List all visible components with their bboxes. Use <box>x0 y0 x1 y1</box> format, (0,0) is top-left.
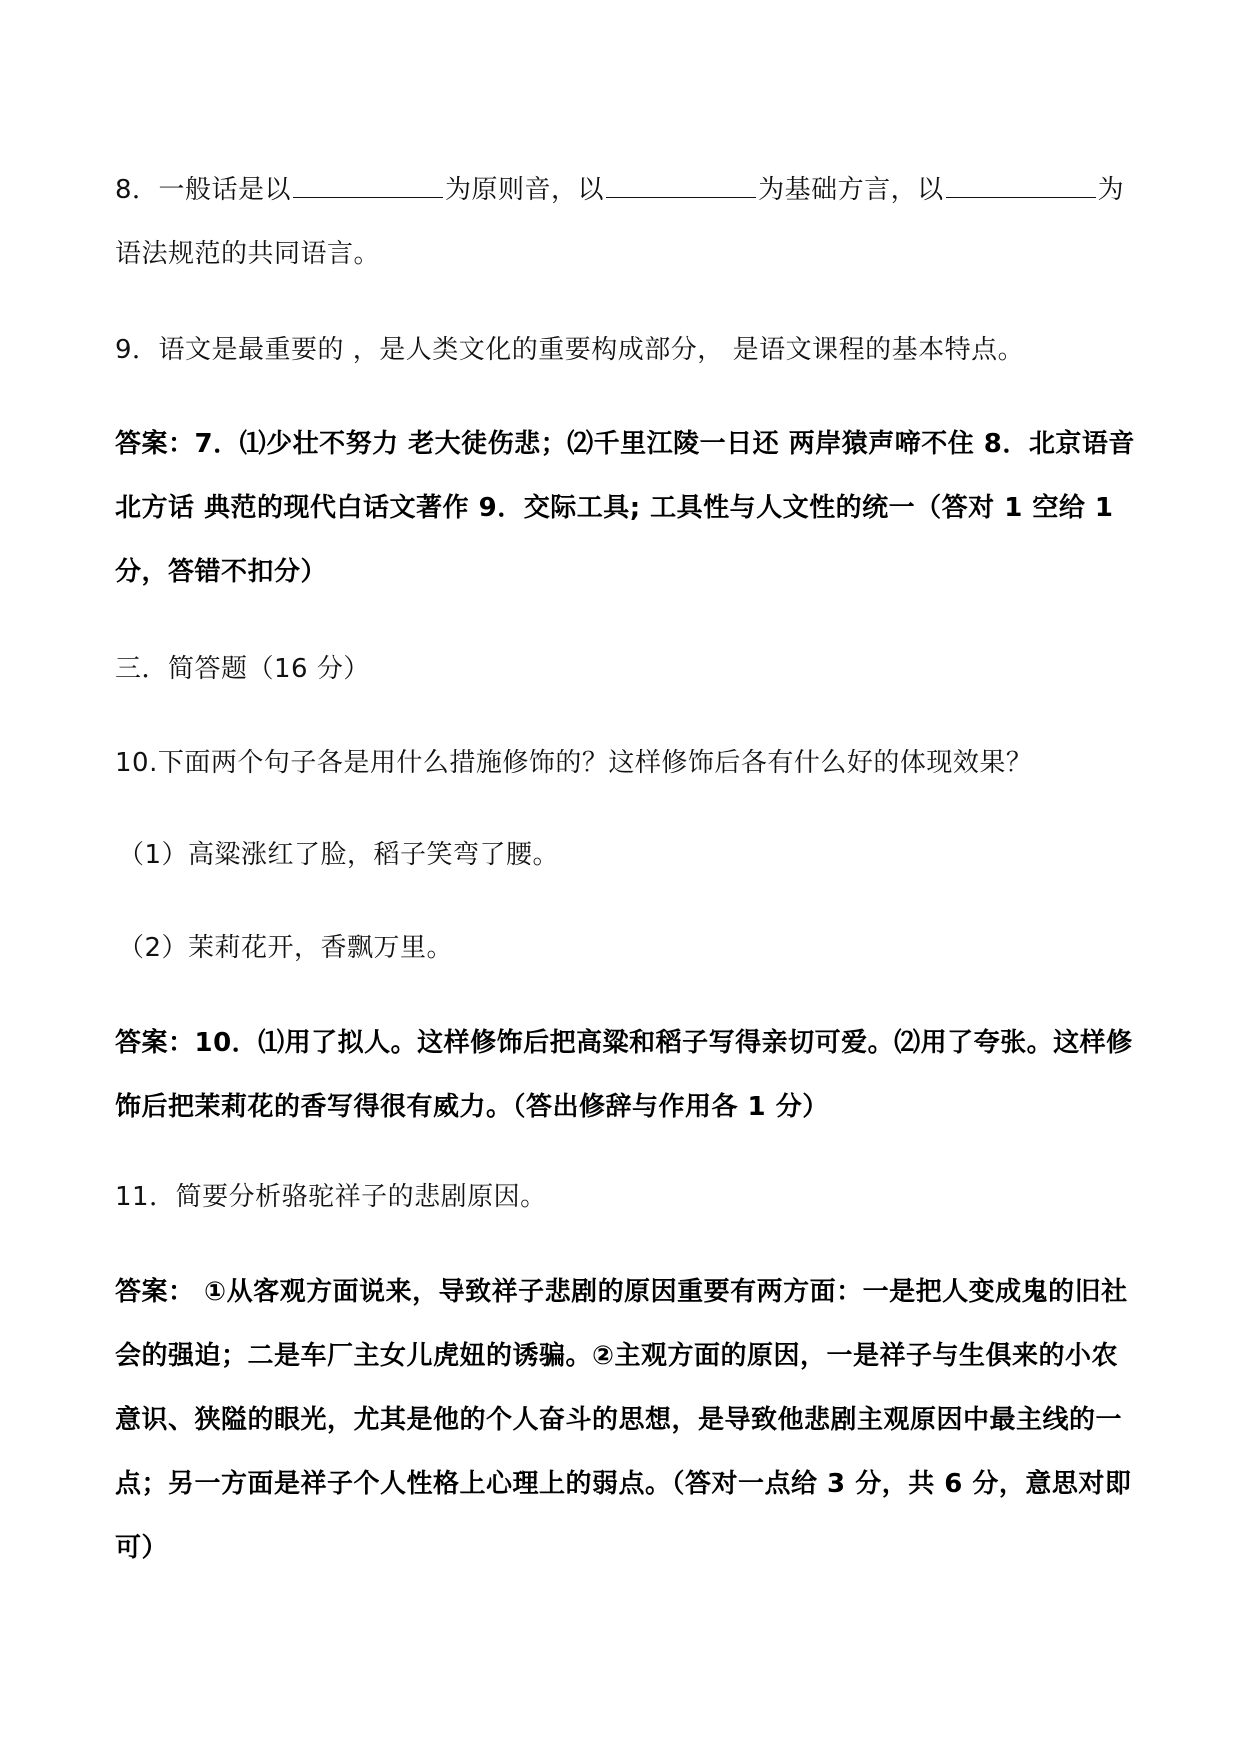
question-9: 9．语文是最重要的 ，是人类文化的重要构成部分， 是语文课程的基本特点。 <box>115 335 1025 365</box>
question-10-sentence-1: （1）高粱涨红了脸，稻子笑弯了腰。 <box>118 840 560 870</box>
question-10-stem: 10.下面两个句子各是用什么措施修饰的？这样修饰后各有什么好的体现效果？ <box>115 748 1033 778</box>
answer-11: 答案： ①从客观方面说来，导致祥子悲剧的原因重要有两方面：一是把人变成鬼的旧社会的强迫；二是车厂主女儿虎妞的诱骗。②主观方面的原因，一是祥子与生俱来的小农意识、狭隘的眼光，尤其是他的个人奋斗的思想，是导致他悲剧主观原因中最主线的一点；另一方面是祥子个人性格上心理上的弱点。（答对一点给 3 分，共 6 分，意思对即可） <box>115 1277 1132 1563</box>
answer-10: 答案：10．⑴用了拟人。这样修饰后把高粱和稻子写得亲切可爱。⑵用了夸张。这样修饰后把茉莉花的香写得很有威力。（答出修辞与作用各 1 分） <box>115 1028 1133 1122</box>
question-8 <box>115 158 1140 286</box>
blank-line <box>293 175 443 198</box>
question-8-part2: 为原则音，以 <box>445 175 605 205</box>
blank-line <box>946 175 1096 198</box>
question-8-part3: 为基础方言，以 <box>758 175 944 205</box>
question-8-part4: 为语法规范的共同语言。 <box>115 175 1125 269</box>
question-8-part1: 8．一般话是以 <box>115 175 292 205</box>
question-11-stem: 11．简要分析骆驼祥子的悲剧原因。 <box>115 1182 547 1212</box>
blank-line <box>606 175 756 198</box>
answer-7-9: 答案：7．⑴少壮不努力 老大徒伤悲；⑵千里江陵一日还 两岸猿声啼不住 8．北京语音 北方话 典范的现代白话文著作 9．交际工具; 工具性与人文性的统一（答对 1 空给 1 分，答错不扣分） <box>115 429 1135 587</box>
question-10-sentence-2: （2）茉莉花开，香飘万里。 <box>118 933 454 963</box>
section-3-heading: 三．简答题（16 分） <box>115 654 370 684</box>
